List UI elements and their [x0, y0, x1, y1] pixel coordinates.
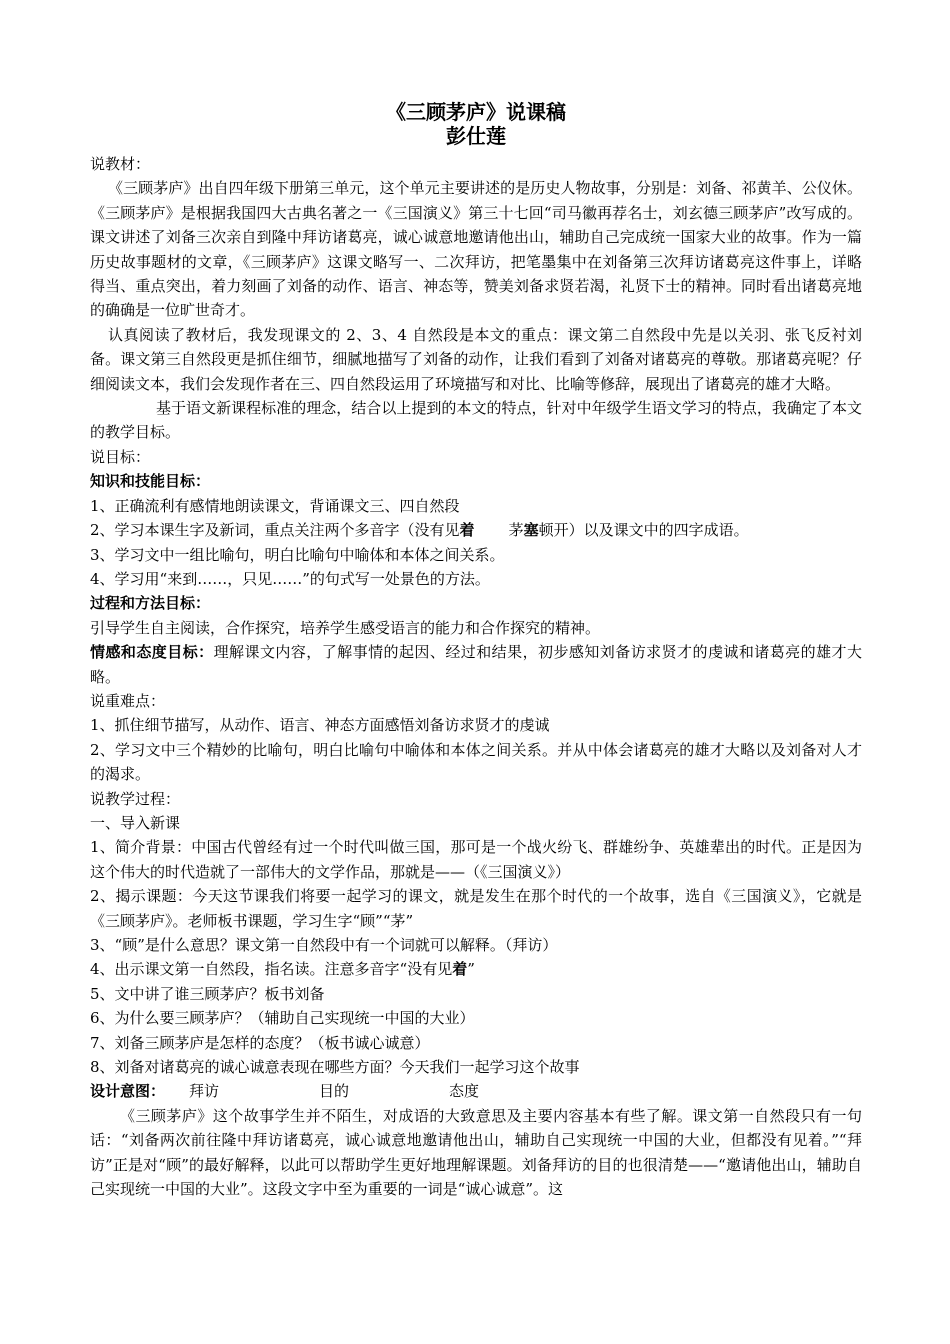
intro-item: 1、简介背景：中国古代曾经有过一个时代叫做三国，那可是一个战火纷飞、群雄纷争、英雄辈出的时代。正是因为这个伟大的时代造就了一部伟大的文学作品，那就是——（《三国演义》）	[90, 838, 862, 881]
knowledge-goal-item: 1、正确流利有感情地朗读课文，背诵课文三、四自然段	[90, 496, 460, 515]
section-heading-textbook: 说教材：	[90, 155, 151, 173]
knowledge-goal-2-rest: 顿开）以及课文中的四字成语。	[538, 521, 749, 540]
knowledge-goal-2-text: 2、学习本课生字及新词，重点关注两个多音字（没有见	[90, 521, 460, 540]
polyphone-se: 塞	[523, 521, 539, 540]
design-keyword: 态度	[449, 1082, 480, 1101]
step-heading: 一、导入新课	[90, 813, 181, 832]
section-heading-goals: 说目标：	[90, 447, 151, 466]
design-keyword: 目的	[319, 1082, 350, 1101]
section-heading-process: 说教学过程：	[90, 789, 181, 808]
knowledge-goal-item	[90, 518, 862, 542]
emotion-goals-heading: 情感和态度目标：	[90, 643, 214, 662]
intro-item-4-text: 4、出示课文第一自然段，指名读。注意多音字“没有见	[90, 960, 453, 979]
intro-item: 7、刘备三顾茅庐是怎样的态度？（板书诚心诚意）	[90, 1033, 430, 1052]
emotion-goals	[90, 640, 862, 689]
knowledge-goals-heading: 知识和技能目标：	[90, 472, 211, 491]
knowledge-goal-item: 3、学习文中一组比喻句，明白比喻句中喻体和本体之间关系。	[90, 545, 505, 564]
design-intent-paragraph: 《三顾茅庐》这个故事学生并不陌生，对成语的大致意思及主要内容基本有些了解。课文第一自然段只有一句话：“刘备两次前往隆中拜访诸葛亮，诚心诚意地邀请他出山，辅助自己实现统一中国的大业，但都没有见着。”“拜访”正是对“顾”的最好解释，以此可以帮助学生更好地理解课题。刘备拜访的目的也很清楚——“邀请他出山，辅助自己实现统一中国的大业”。这段文字中至为重要的一词是“诚心诚意”。这	[90, 1106, 862, 1199]
difficulty-item: 2、学习文中三个精妙的比喻句，明白比喻句中喻体和本体之间关系。并从中体会诸葛亮的雄才大略以及刘备对人才的渴求。	[90, 740, 862, 784]
intro-item: 2、揭示课题：今天这节课我们将要一起学习的课文，就是发生在那个时代的一个故事，选自《三国演义》，它就是《三顾茅庐》。老师板书课题，学习生字“顾”“茅”	[90, 887, 862, 930]
textbook-paragraph-2: 认真阅读了教材后，我发现课文的 2、3、4 自然段是本文的重点：课文第二自然段中先是以关羽、张飞反衬刘备。课文第三自然段更是抓住细节，细腻地描写了刘备的动作，让我们看到了刘备对诸葛亮的尊敬。那诸葛亮呢？仔细阅读文本，我们会发现作者在三、四自然段运用了环境描写和对比、比喻等修辞，展现出了诸葛亮的雄才大略。	[90, 325, 862, 393]
polyphone-zhe-2: 着	[452, 960, 468, 979]
textbook-paragraph-1: 《三顾茅庐》出自四年级下册第三单元，这个单元主要讲述的是历史人物故事，分别是：刘备、祁黄羊、公仪休。《三顾茅庐》是根据我国四大古典名著之一《三国演义》第三十七回“司马徽再荐名士，刘玄德三顾茅庐”改写成的。课文讲述了刘备三次亲自到隆中拜访诸葛亮，诚心诚意地邀请他出山，辅助自己完成统一国家大业的故事。作为一篇历史故事题材的文章，《三顾茅庐》这课文略写一、二次拜访，把笔墨集中在刘备第三次拜访诸葛亮这件事上，详略得当、重点突出，着力刻画了刘备的动作、语言、神态等，赞美刘备求贤若渴，礼贤下士的精神。同时看出诸葛亮地的确确是一位旷世奇才。	[90, 179, 862, 320]
process-goals-heading: 过程和方法目标：	[90, 594, 211, 613]
emotion-goals-text: 理解课文内容，了解事情的起因、经过和结果，初步感知刘备访求贤才的虔诚和诸葛亮的雄才大略。	[90, 643, 862, 686]
intro-item: 6、为什么要三顾茅庐？（辅助自己实现统一中国的大业）	[90, 1009, 475, 1028]
textbook-paragraph-3: 基于语文新课程标准的理念，结合以上提到的本文的特点，针对中年级学生语文学习的特点，我确定了本文的教学目标。	[90, 399, 862, 442]
design-keyword: 拜访	[189, 1082, 220, 1101]
design-intent-line	[90, 1079, 862, 1103]
difficulty-item: 1、抓住细节描写，从动作、语言、神态方面感悟刘备访求贤才的虔诚	[90, 716, 550, 735]
design-intent-label: 设计意图：	[90, 1082, 166, 1101]
knowledge-goal-item: 4、学习用“来到……，只见……”的句式写一处景色的方法。	[90, 569, 490, 588]
section-heading-difficulty: 说重难点：	[90, 691, 166, 710]
intro-item-4-quote: ”	[467, 960, 475, 979]
intro-item: 8、刘备对诸葛亮的诚心诚意表现在哪些方面？今天我们一起学习这个故事	[90, 1058, 580, 1077]
document-author: 彭仕莲	[446, 124, 506, 148]
document-page	[90, 100, 862, 1201]
process-goals-text: 引导学生自主阅读，合作探究，培养学生感受语言的能力和合作探究的精神。	[90, 618, 601, 637]
intro-item: 3、“顾”是什么意思？课文第一自然段中有一个词就可以解释。（拜访）	[90, 936, 558, 954]
polyphone-zhe: 着	[459, 521, 475, 540]
document-title: 《三顾茅庐》说课稿	[386, 100, 566, 124]
intro-item	[90, 957, 862, 981]
knowledge-goal-2-mao: 茅	[508, 521, 524, 540]
intro-item: 5、文中讲了谁三顾茅庐？板书刘备	[90, 984, 325, 1003]
